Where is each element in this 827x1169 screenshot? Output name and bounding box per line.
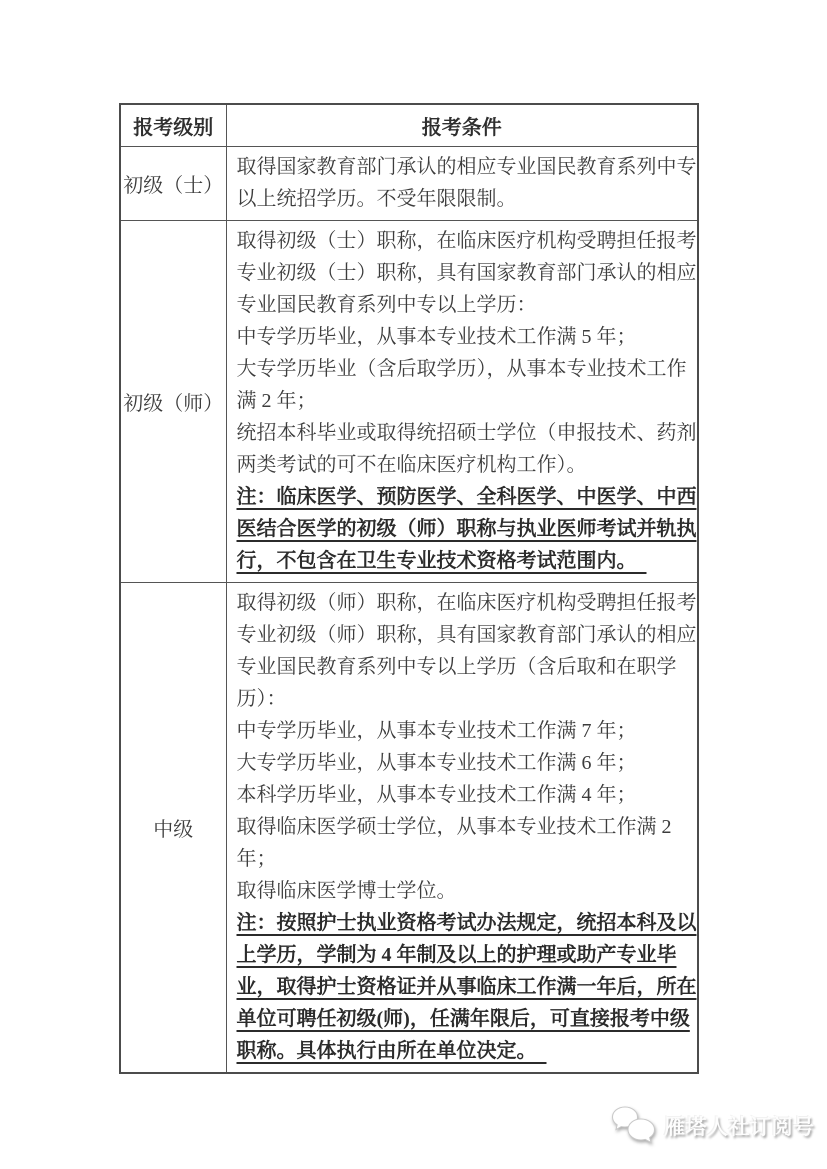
level-label-junior-teacher: 初级（师） [120, 220, 226, 582]
chat-bubbles-icon [610, 1105, 658, 1147]
conditions-cell-intermediate [226, 582, 698, 1073]
condition-paragraph: 取得临床医学博士学位。 [236, 879, 457, 902]
watermark-text: 雁塔人社订阅号 [664, 1115, 815, 1139]
col-header-conditions: 报考条件 [226, 104, 698, 146]
note-paragraph: 注：临床医学、预防医学、全科医学、中医学、中西医结合医学的初级（师）职称与执业医师考试并轨执行，不包含在卫生专业技术资格考试范围内。 [236, 485, 697, 572]
condition-paragraph: 取得国家教育部门承认的相应专业国民教育系列中专以上统招学历。不受年限限制。 [236, 155, 697, 210]
condition-paragraph: 大专学历毕业，从事本专业技术工作满 6 年； [236, 751, 637, 774]
condition-paragraph: 取得临床医学硕士学位，从事本专业技术工作满 2 年； [236, 815, 672, 870]
level-label-intermediate: 中级 [120, 582, 226, 1073]
table-header-row [120, 104, 698, 146]
condition-paragraph: 取得初级（师）职称，在临床医疗机构受聘担任报考专业初级（师）职称，具有国家教育部门承认的相应专业国民教育系列中专以上学历（含后取和在职学历）： [236, 591, 697, 710]
condition-paragraph: 中专学历毕业，从事本专业技术工作满 7 年； [236, 719, 637, 742]
watermark-footer [610, 1105, 815, 1147]
table-row-junior-shi [120, 146, 698, 220]
condition-paragraph: 统招本科毕业或取得统招硕士学位（申报技术、药剂两类考试的可不在临床医疗机构工作）。 [236, 421, 697, 476]
condition-paragraph: 取得初级（士）职称，在临床医疗机构受聘担任报考专业初级（士）职称，具有国家教育部门承认的相应专业国民教育系列中专以上学历： [236, 229, 697, 316]
conditions-cell-junior-shi [226, 146, 698, 220]
condition-paragraph: 中专学历毕业，从事本专业技术工作满 5 年； [236, 325, 637, 348]
requirements-table [119, 103, 699, 1074]
level-label-junior-shi: 初级（士） [120, 146, 226, 220]
note-paragraph: 注：按照护士执业资格考试办法规定，统招本科及以上学历，学制为 4 年制及以上的护理或助产专业毕业，取得护士资格证并从事临床工作满一年后，所在单位可聘任初级(师)，任满年限后，可直接报考中级职称。具体执行由所在单位决定。 [236, 911, 697, 1062]
conditions-cell-junior-teacher [226, 220, 698, 582]
table-row-intermediate [120, 582, 698, 1073]
col-header-level: 报考级别 [120, 104, 226, 146]
condition-paragraph: 本科学历毕业，从事本专业技术工作满 4 年； [236, 783, 637, 806]
table-row-junior-teacher [120, 220, 698, 582]
condition-paragraph: 大专学历毕业（含后取学历），从事本专业技术工作满 2 年； [236, 357, 687, 412]
